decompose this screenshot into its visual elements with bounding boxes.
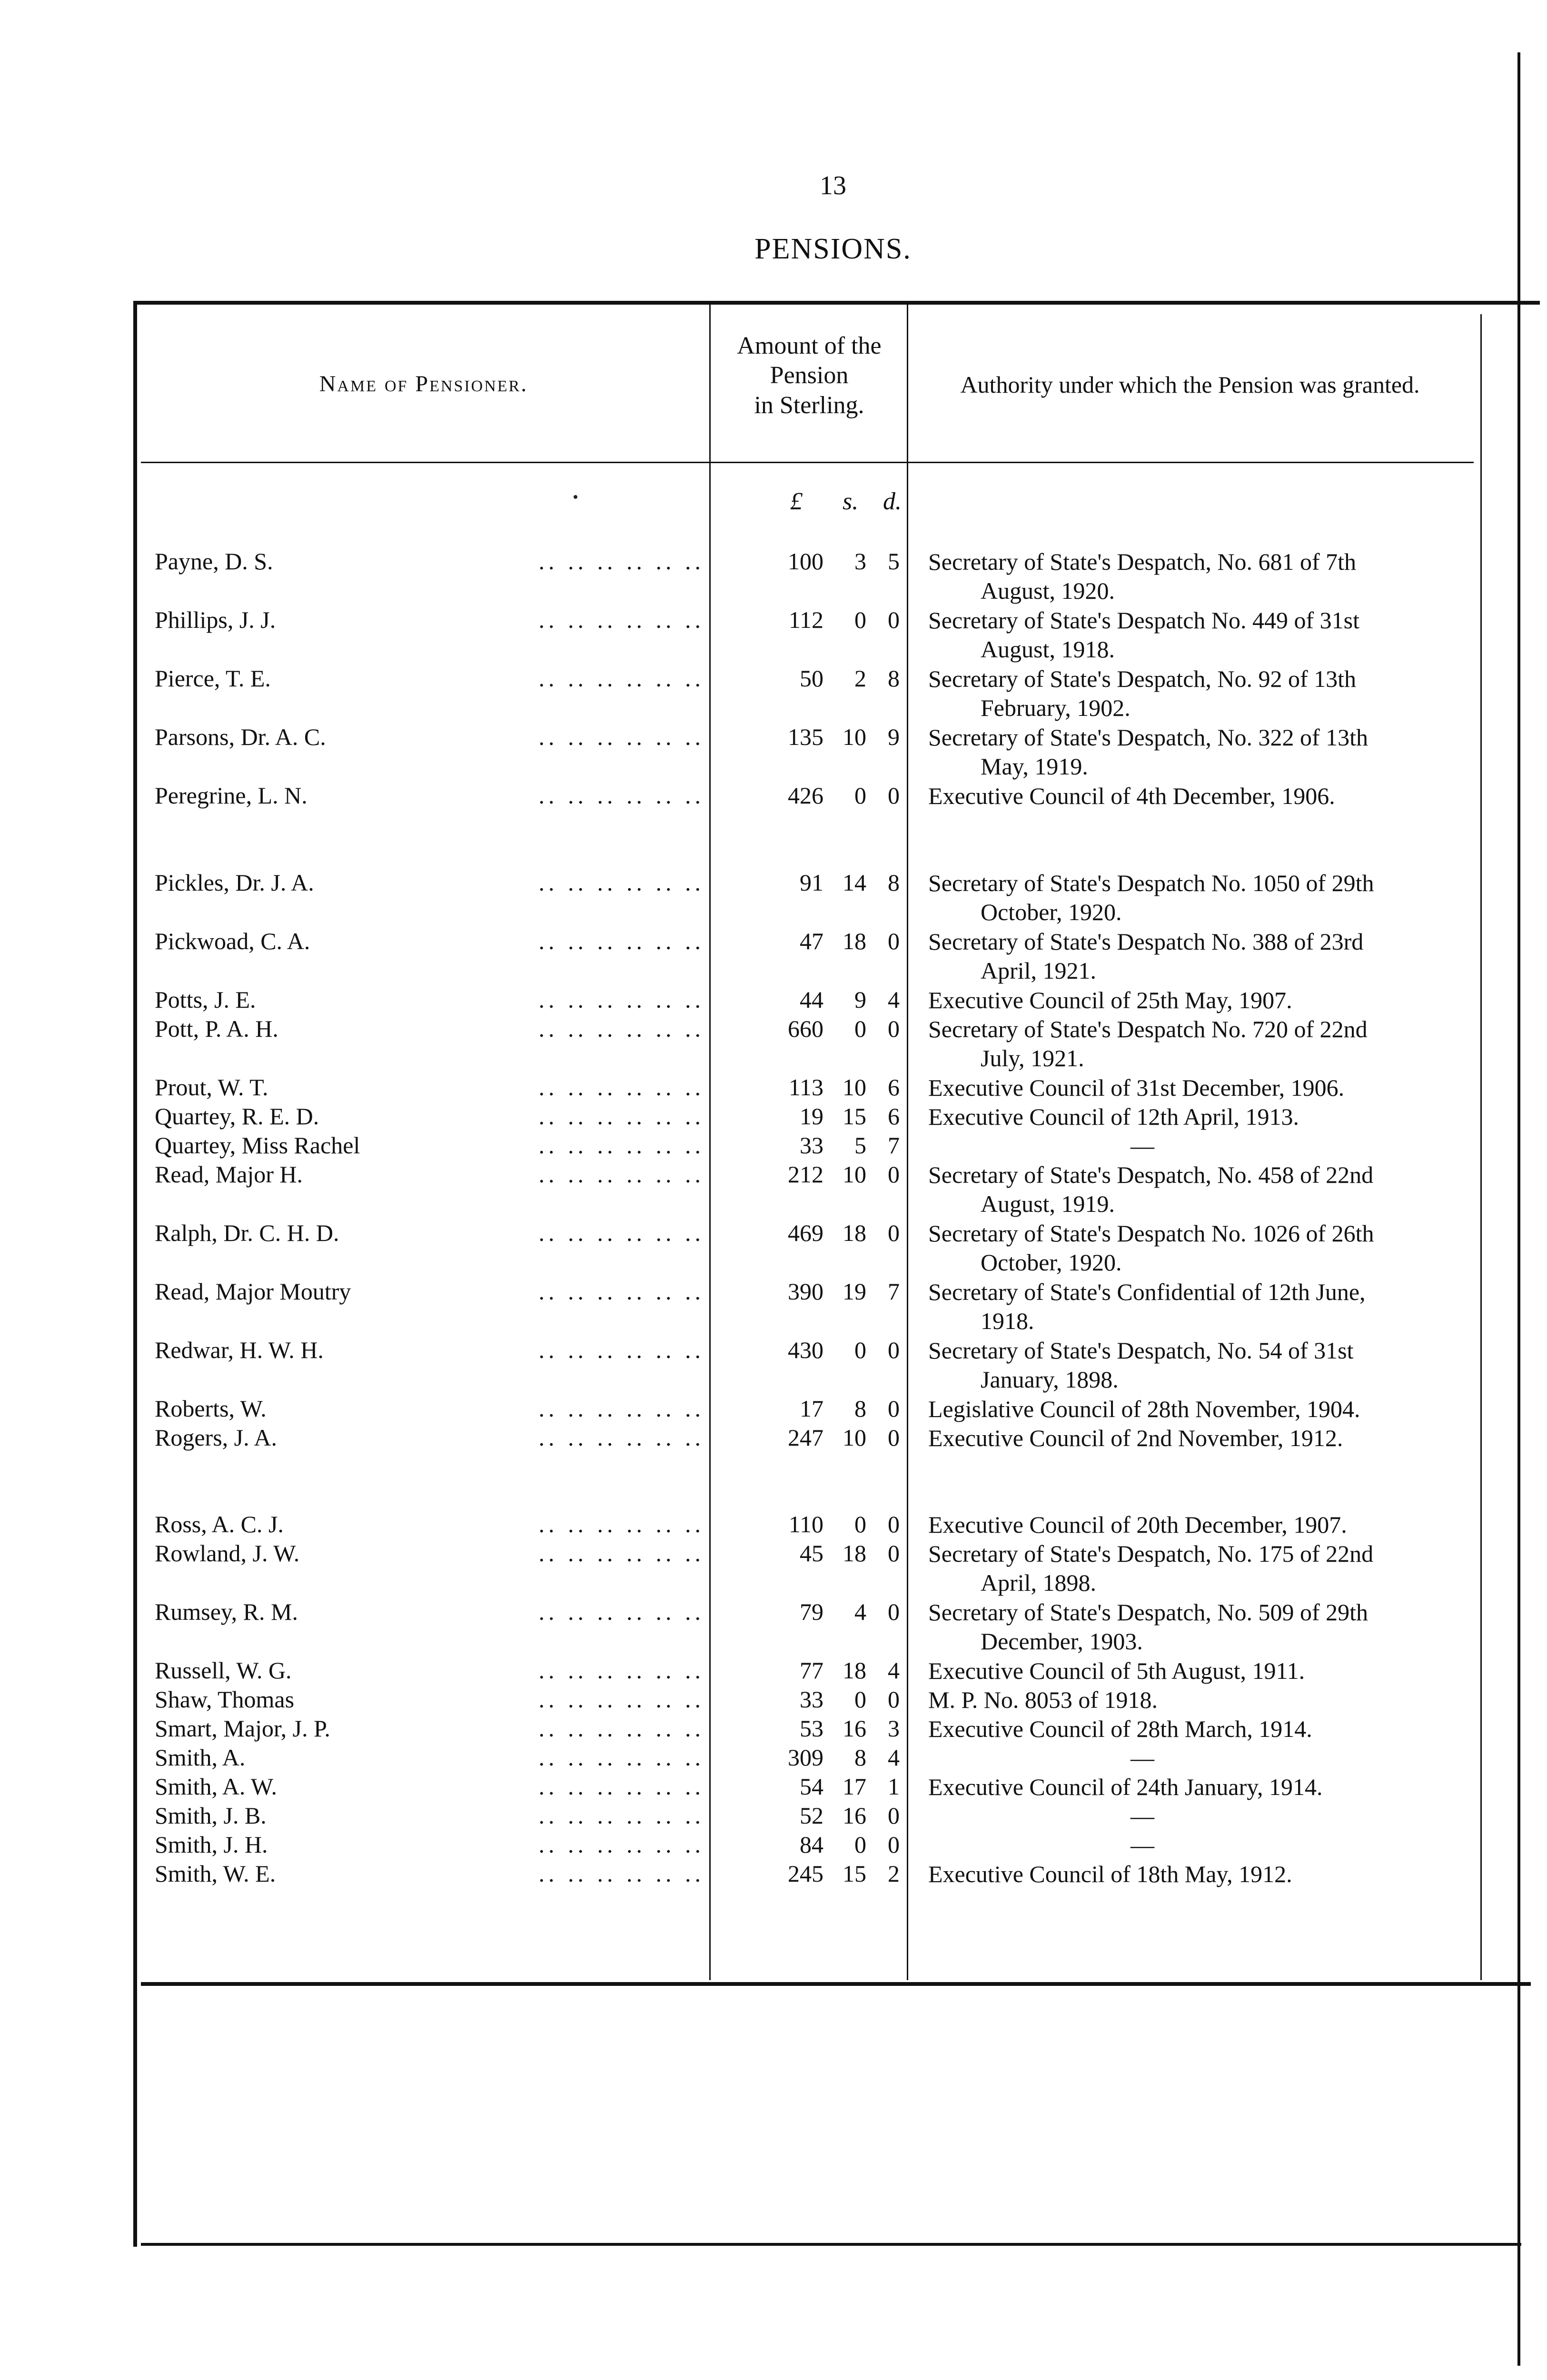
unit-pence: d. <box>883 488 902 515</box>
authority-text <box>928 1773 1476 1802</box>
amount-pence: 0 <box>888 928 900 954</box>
authority-line1: Secretary of State's Despatch, No. 92 of 13th <box>928 665 1357 692</box>
pensioner-name: Rumsey, R. M. <box>155 1598 298 1625</box>
amount-pence: 4 <box>888 986 900 1013</box>
authority-line1: Executive Council of 28th March, 1914. <box>928 1716 1312 1742</box>
dot-leaders: .. .. .. .. .. .. <box>538 782 704 809</box>
authority-text <box>928 1278 1476 1336</box>
amount-pounds: 47 <box>800 928 823 954</box>
amount-shillings: 0 <box>854 606 866 633</box>
authority-text <box>928 1715 1476 1744</box>
unit-pounds: £ <box>790 488 803 515</box>
authority-line1: Secretary of State's Despatch, No. 509 of 29th <box>928 1599 1368 1626</box>
authority-text: — <box>1130 1745 1154 1771</box>
pensioner-name: Pickwoad, C. A. <box>155 928 310 954</box>
amount-shillings: 8 <box>854 1395 866 1422</box>
unit-shillings: s. <box>843 488 859 515</box>
authority-text <box>928 1073 1476 1102</box>
name-column-divider <box>709 305 711 1980</box>
dot-leaders: .. .. .. .. .. .. <box>538 1220 704 1246</box>
amount-shillings: 0 <box>854 1686 866 1713</box>
page-title: PENSIONS. <box>754 233 912 265</box>
authority-line1: Executive Council of 25th May, 1907. <box>928 987 1292 1013</box>
dot-leaders: .. .. .. .. .. .. <box>538 1278 704 1305</box>
amount-pounds: 54 <box>800 1773 823 1800</box>
amount-pounds: 469 <box>788 1220 823 1246</box>
amount-pounds: 50 <box>800 665 823 692</box>
pensioner-name: Potts, J. E. <box>155 986 256 1013</box>
amount-pence: 7 <box>888 1132 900 1159</box>
amount-shillings: 10 <box>843 1074 866 1101</box>
dot-leaders: .. .. .. .. .. .. <box>538 1161 704 1188</box>
amount-pounds: 33 <box>800 1132 823 1159</box>
amount-pounds: 44 <box>800 986 823 1013</box>
pensioner-name: Smith, A. <box>155 1744 246 1771</box>
amount-shillings: 18 <box>843 1540 866 1567</box>
dot-leaders: .. .. .. .. .. .. <box>538 1598 704 1625</box>
authority-line2: August, 1919. <box>981 1190 1115 1217</box>
dot-leaders: .. .. .. .. .. .. <box>538 1132 704 1159</box>
amount-pounds: 245 <box>788 1860 823 1887</box>
amount-pounds: 212 <box>788 1161 823 1188</box>
dot-leaders: .. .. .. .. .. .. <box>538 1715 704 1742</box>
amount-pounds: 52 <box>800 1802 823 1829</box>
amount-pence: 0 <box>888 1802 900 1829</box>
authority-line1: Executive Council of 24th January, 1914. <box>928 1774 1323 1800</box>
pensioner-name: Smith, J. H. <box>155 1831 268 1858</box>
pensioner-name: Read, Major H. <box>155 1161 303 1188</box>
pensioner-name: Shaw, Thomas <box>155 1686 295 1713</box>
authority-text <box>928 1219 1476 1277</box>
authority-text <box>928 869 1476 927</box>
authority-line2: October, 1920. <box>981 1249 1122 1276</box>
authority-text <box>928 1539 1476 1597</box>
amount-shillings: 9 <box>854 986 866 1013</box>
authority-text <box>928 1860 1476 1889</box>
amount-pounds: 113 <box>788 1074 823 1101</box>
amount-pence: 0 <box>888 1686 900 1713</box>
amount-shillings: 15 <box>843 1860 866 1887</box>
authority-line1: Executive Council of 20th December, 1907. <box>928 1511 1347 1538</box>
authority-line2: December, 1903. <box>981 1628 1143 1655</box>
amount-pounds: 53 <box>800 1715 823 1742</box>
authority-line2: April, 1898. <box>981 1569 1097 1596</box>
amount-pounds: 247 <box>788 1424 823 1451</box>
header-name-of-pensioner: Name of Pensioner. <box>319 371 528 397</box>
amount-pence: 0 <box>888 1337 900 1363</box>
amount-column-divider <box>907 305 908 1980</box>
dot-leaders: .. .. .. .. .. .. <box>538 1540 704 1567</box>
pensioner-name: Pierce, T. E. <box>155 665 271 692</box>
authority-text <box>928 1510 1476 1539</box>
dot-leaders: .. .. .. .. .. .. <box>538 869 704 896</box>
amount-pounds: 309 <box>788 1744 823 1771</box>
amount-pence: 7 <box>888 1278 900 1305</box>
amount-pounds: 17 <box>800 1395 823 1422</box>
amount-pence: 0 <box>888 1220 900 1246</box>
margin-line <box>1517 52 1520 2366</box>
authority-line1: Secretary of State's Despatch, No. 175 of 22nd <box>928 1540 1374 1567</box>
authority-line2: 1918. <box>981 1308 1034 1334</box>
amount-shillings: 0 <box>854 1831 866 1858</box>
amount-shillings: 5 <box>854 1132 866 1159</box>
dot-leaders: .. .. .. .. .. .. <box>538 1511 704 1537</box>
authority-text <box>928 547 1476 605</box>
pensioner-name: Quartey, R. E. D. <box>155 1103 319 1130</box>
dot-leaders: .. .. .. .. .. .. <box>538 548 704 575</box>
authority-text <box>928 782 1476 811</box>
dot-leaders: .. .. .. .. .. .. <box>538 1773 704 1800</box>
amount-shillings: 16 <box>843 1802 866 1829</box>
amount-shillings: 19 <box>843 1278 866 1305</box>
amount-pounds: 660 <box>788 1015 823 1042</box>
authority-line1: Secretary of State's Despatch, No. 322 of 13th <box>928 724 1368 751</box>
dot-leaders: .. .. .. .. .. .. <box>538 1424 704 1451</box>
header-amount-line1: Amount of the <box>737 332 882 359</box>
authority-text <box>928 1598 1476 1656</box>
page-number: 13 <box>820 171 846 200</box>
authority-line2: May, 1919. <box>981 753 1088 780</box>
amount-shillings: 18 <box>843 928 866 954</box>
amount-pounds: 19 <box>800 1103 823 1130</box>
authority-line2: April, 1921. <box>981 957 1097 984</box>
amount-pounds: 426 <box>788 782 823 809</box>
amount-shillings: 15 <box>843 1103 866 1130</box>
authority-text <box>928 1160 1476 1219</box>
dot-leaders: .. .. .. .. .. .. <box>538 1831 704 1858</box>
amount-pence: 1 <box>888 1773 900 1800</box>
dot-leaders: .. .. .. .. .. .. <box>538 665 704 692</box>
amount-pence: 0 <box>888 1395 900 1422</box>
authority-line1: Legislative Council of 28th November, 1904. <box>928 1396 1360 1422</box>
dot-leaders: .. .. .. .. .. .. <box>538 986 704 1013</box>
amount-shillings: 10 <box>843 724 866 750</box>
table-left-border <box>133 301 137 2247</box>
amount-shillings: 10 <box>843 1161 866 1188</box>
stray-dot <box>574 495 577 499</box>
amount-pence: 8 <box>888 869 900 896</box>
amount-pence: 6 <box>888 1103 900 1130</box>
amount-pounds: 79 <box>800 1598 823 1625</box>
authority-line1: Executive Council of 31st December, 1906. <box>928 1074 1345 1101</box>
authority-text <box>928 606 1476 664</box>
authority-text <box>928 1015 1476 1073</box>
dot-leaders: .. .. .. .. .. .. <box>538 1657 704 1684</box>
authority-text <box>928 1395 1476 1424</box>
amount-shillings: 0 <box>854 1337 866 1363</box>
pensioner-name: Phillips, J. J. <box>155 606 276 633</box>
authority-line1: Secretary of State's Despatch No. 1026 of 26th <box>928 1220 1374 1247</box>
amount-pence: 4 <box>888 1744 900 1771</box>
authority-text <box>928 927 1476 985</box>
pensioner-name: Ross, A. C. J. <box>155 1511 284 1537</box>
amount-pence: 0 <box>888 782 900 809</box>
amount-pence: 0 <box>888 1540 900 1567</box>
pensioner-name: Ralph, Dr. C. H. D. <box>155 1220 339 1246</box>
authority-line1: Executive Council of 18th May, 1912. <box>928 1861 1292 1887</box>
amount-pounds: 91 <box>800 869 823 896</box>
authority-line1: Secretary of State's Despatch No. 388 of 23rd <box>928 928 1364 955</box>
authority-line1: Executive Council of 12th April, 1913. <box>928 1103 1299 1130</box>
table-top-rule <box>133 301 1540 305</box>
amount-shillings: 0 <box>854 1015 866 1042</box>
dot-leaders: .. .. .. .. .. .. <box>538 606 704 633</box>
authority-text <box>928 664 1476 723</box>
amount-pence: 0 <box>888 1161 900 1188</box>
amount-shillings: 8 <box>854 1744 866 1771</box>
dot-leaders: .. .. .. .. .. .. <box>538 1686 704 1713</box>
authority-text: — <box>1130 1803 1154 1829</box>
authority-line1: Secretary of State's Confidential of 12th June, <box>928 1279 1366 1305</box>
amount-pence: 4 <box>888 1657 900 1684</box>
pensioner-name: Smith, J. B. <box>155 1802 267 1829</box>
pensioner-name: Roberts, W. <box>155 1395 267 1422</box>
amount-shillings: 0 <box>854 782 866 809</box>
pensioner-name: Rogers, J. A. <box>155 1424 277 1451</box>
authority-line1: Secretary of State's Despatch No. 1050 of 29th <box>928 870 1374 896</box>
amount-pounds: 33 <box>800 1686 823 1713</box>
amount-pence: 0 <box>888 1831 900 1858</box>
page-bottom-rule <box>141 2243 1521 2246</box>
authority-text: — <box>1130 1832 1154 1858</box>
authority-line2: August, 1918. <box>981 636 1115 663</box>
pensioner-name: Read, Major Moutry <box>155 1278 351 1305</box>
amount-shillings: 16 <box>843 1715 866 1742</box>
pensioner-name: Pott, P. A. H. <box>155 1015 278 1042</box>
authority-line2: January, 1898. <box>981 1366 1119 1393</box>
amount-pence: 0 <box>888 1511 900 1537</box>
pensioner-name: Pickles, Dr. J. A. <box>155 869 314 896</box>
amount-pounds: 430 <box>788 1337 823 1363</box>
amount-pounds: 135 <box>788 724 823 750</box>
authority-line1: Executive Council of 4th December, 1906. <box>928 783 1335 809</box>
authority-text <box>928 1656 1476 1686</box>
amount-pence: 2 <box>888 1860 900 1887</box>
amount-shillings: 10 <box>843 1424 866 1451</box>
authority-line2: August, 1920. <box>981 577 1115 604</box>
authority-line1: Secretary of State's Despatch, No. 458 of 22nd <box>928 1161 1374 1188</box>
dot-leaders: .. .. .. .. .. .. <box>538 1744 704 1771</box>
pensioner-name: Parsons, Dr. A. C. <box>155 724 326 750</box>
amount-pence: 6 <box>888 1074 900 1101</box>
authority-line1: M. P. No. 8053 of 1918. <box>928 1686 1158 1713</box>
amount-pounds: 112 <box>788 606 823 633</box>
amount-shillings: 4 <box>854 1598 866 1625</box>
authority-text <box>928 1102 1476 1131</box>
header-amount-line3: in Sterling. <box>754 391 864 419</box>
amount-shillings: 18 <box>843 1657 866 1684</box>
amount-pence: 0 <box>888 1424 900 1451</box>
authority-line1: Secretary of State's Despatch No. 720 of 22nd <box>928 1016 1368 1042</box>
amount-pounds: 100 <box>788 548 823 575</box>
dot-leaders: .. .. .. .. .. .. <box>538 1015 704 1042</box>
dot-leaders: .. .. .. .. .. .. <box>538 1103 704 1130</box>
pensioner-name: Smart, Major, J. P. <box>155 1715 330 1742</box>
pensioner-name: Redwar, H. W. H. <box>155 1337 324 1363</box>
amount-pounds: 77 <box>800 1657 823 1684</box>
amount-pence: 9 <box>888 724 900 750</box>
authority-text <box>928 1686 1476 1715</box>
authority-line2: October, 1920. <box>981 899 1122 925</box>
authority-line1: Secretary of State's Despatch, No. 54 of 31st <box>928 1337 1354 1364</box>
amount-pence: 0 <box>888 606 900 633</box>
pensioner-name: Rowland, J. W. <box>155 1540 300 1567</box>
dot-leaders: .. .. .. .. .. .. <box>538 1860 704 1887</box>
amount-pounds: 110 <box>788 1511 823 1537</box>
pensioner-name: Quartey, Miss Rachel <box>155 1132 360 1159</box>
header-authority: Authority under which the Pension was granted. <box>960 371 1420 398</box>
authority-line2: February, 1902. <box>981 694 1130 721</box>
amount-pence: 0 <box>888 1598 900 1625</box>
authority-text: — <box>1130 1132 1154 1159</box>
authority-text <box>928 723 1476 781</box>
pensioner-name: Prout, W. T. <box>155 1074 268 1101</box>
authority-text <box>928 986 1476 1015</box>
authority-line1: Executive Council of 5th August, 1911. <box>928 1657 1305 1684</box>
amount-shillings: 17 <box>843 1773 866 1800</box>
authority-text <box>928 1336 1476 1394</box>
amount-pence: 0 <box>888 1015 900 1042</box>
amount-pounds: 84 <box>800 1831 823 1858</box>
pensioner-name: Russell, W. G. <box>155 1657 292 1684</box>
table-bottom-rule <box>141 1982 1531 1986</box>
amount-pounds: 390 <box>788 1278 823 1305</box>
amount-shillings: 18 <box>843 1220 866 1246</box>
authority-line1: Executive Council of 2nd November, 1912. <box>928 1425 1343 1451</box>
amount-shillings: 0 <box>854 1511 866 1537</box>
amount-pence: 8 <box>888 665 900 692</box>
header-bottom-rule <box>141 462 1474 463</box>
dot-leaders: .. .. .. .. .. .. <box>538 1802 704 1829</box>
dot-leaders: .. .. .. .. .. .. <box>538 1395 704 1422</box>
dot-leaders: .. .. .. .. .. .. <box>538 1074 704 1101</box>
amount-pounds: 45 <box>800 1540 823 1567</box>
dot-leaders: .. .. .. .. .. .. <box>538 928 704 954</box>
amount-shillings: 3 <box>854 548 866 575</box>
authority-line2: July, 1921. <box>981 1045 1084 1071</box>
header-amount-line2: Pension <box>770 362 849 389</box>
amount-pence: 3 <box>888 1715 900 1742</box>
amount-shillings: 2 <box>854 665 866 692</box>
table-right-border <box>1480 314 1482 1980</box>
pensioner-name: Smith, W. E. <box>155 1860 276 1887</box>
dot-leaders: .. .. .. .. .. .. <box>538 724 704 750</box>
dot-leaders: .. .. .. .. .. .. <box>538 1337 704 1363</box>
amount-pence: 5 <box>888 548 900 575</box>
authority-text <box>928 1424 1476 1453</box>
pensioner-name: Smith, A. W. <box>155 1773 278 1800</box>
pensioner-name: Payne, D. S. <box>155 548 273 575</box>
authority-line1: Secretary of State's Despatch No. 449 of 31st <box>928 607 1360 634</box>
amount-shillings: 14 <box>843 869 866 896</box>
pensioner-name: Peregrine, L. N. <box>155 782 307 809</box>
authority-line1: Secretary of State's Despatch, No. 681 of 7th <box>928 548 1357 575</box>
header-amount <box>709 331 909 420</box>
